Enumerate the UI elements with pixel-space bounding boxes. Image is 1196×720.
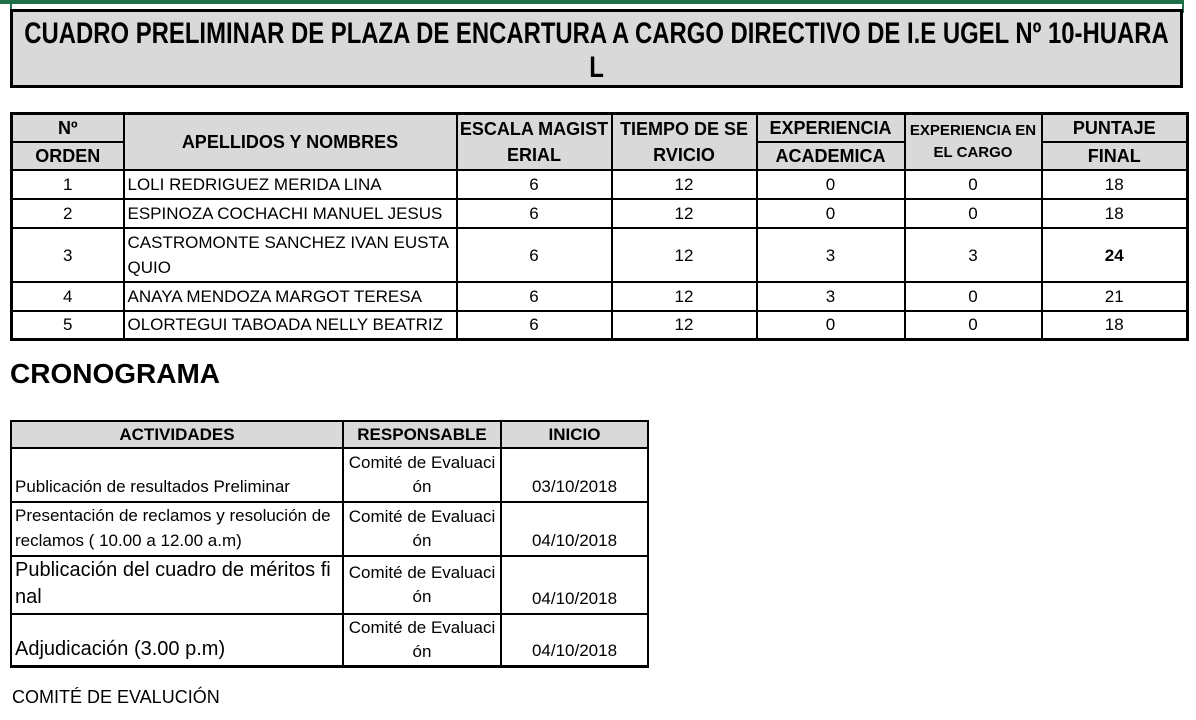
- cell-inicio: 04/10/2018: [501, 502, 648, 556]
- cell-puntaje: 24: [1042, 228, 1188, 282]
- cell-escala: 6: [457, 282, 612, 311]
- ranking-table: [10, 112, 1189, 341]
- header-orden-top: Nº: [12, 114, 124, 143]
- cell-puntaje: 21: [1042, 282, 1188, 311]
- header-puntaje-bottom: FINAL: [1042, 142, 1188, 170]
- header-escala: ESCALA MAGISTERIAL: [457, 114, 612, 171]
- header-puntaje-top: PUNTAJE: [1042, 114, 1188, 143]
- cell-orden: 5: [12, 311, 124, 339]
- cell-responsable: Comité de Evaluación: [343, 502, 501, 556]
- cell-exp-academica: 0: [757, 311, 905, 339]
- cell-exp-academica: 0: [757, 199, 905, 228]
- cell-escala: 6: [457, 199, 612, 228]
- ranking-header-row-1: [12, 114, 1188, 143]
- table-row: [11, 448, 648, 502]
- cell-actividad: Adjudicación (3.00 p.m): [11, 614, 343, 666]
- cronograma-header-row: [11, 421, 648, 448]
- table-row: [12, 228, 1188, 282]
- table-row: [12, 170, 1188, 199]
- cell-inicio: 04/10/2018: [501, 556, 648, 614]
- header-experiencia-top: EXPERIENCIA: [757, 114, 905, 143]
- table-row: [11, 502, 648, 556]
- cell-orden: 2: [12, 199, 124, 228]
- cell-tiempo: 12: [612, 228, 757, 282]
- cell-inicio: 03/10/2018: [501, 448, 648, 502]
- cell-exp-cargo: 0: [905, 311, 1042, 339]
- cell-nombre: ANAYA MENDOZA MARGOT TERESA: [124, 282, 457, 311]
- cell-puntaje: 18: [1042, 170, 1188, 199]
- cell-nombre: LOLI REDRIGUEZ MERIDA LINA: [124, 170, 457, 199]
- table-row: [12, 311, 1188, 339]
- cell-actividad: Publicación del cuadro de méritos final: [11, 556, 343, 614]
- cell-puntaje: 18: [1042, 311, 1188, 339]
- cell-actividad: Publicación de resultados Preliminar: [11, 448, 343, 502]
- cell-escala: 6: [457, 170, 612, 199]
- cell-responsable: Comité de Evaluación: [343, 556, 501, 614]
- cell-orden: 3: [12, 228, 124, 282]
- table-row: [11, 614, 648, 666]
- cell-orden: 4: [12, 282, 124, 311]
- cell-exp-academica: 3: [757, 228, 905, 282]
- header-tiempo: TIEMPO DE SERVICIO: [612, 114, 757, 171]
- cell-responsable: Comité de Evaluación: [343, 448, 501, 502]
- cell-exp-cargo: 0: [905, 170, 1042, 199]
- cell-exp-cargo: 0: [905, 199, 1042, 228]
- header-inicio: INICIO: [501, 421, 648, 448]
- cronograma-heading: CRONOGRAMA: [10, 358, 220, 389]
- cronograma-table: [10, 420, 649, 668]
- table-row: [12, 199, 1188, 228]
- header-exp-cargo: EXPERIENCIA EN EL CARGO: [905, 114, 1042, 171]
- header-experiencia-bottom: ACADEMICA: [757, 142, 905, 170]
- cell-nombre: OLORTEGUI TABOADA NELLY BEATRIZ: [124, 311, 457, 339]
- cell-exp-cargo: 3: [905, 228, 1042, 282]
- cell-exp-cargo: 0: [905, 282, 1042, 311]
- cell-exp-academica: 0: [757, 170, 905, 199]
- header-orden-bottom: ORDEN: [12, 142, 124, 170]
- cell-orden: 1: [12, 170, 124, 199]
- header-nombres: APELLIDOS Y NOMBRES: [124, 114, 457, 171]
- cell-tiempo: 12: [612, 282, 757, 311]
- table-row: [11, 556, 648, 614]
- cell-tiempo: 12: [612, 170, 757, 199]
- document-title-box: [10, 9, 1183, 88]
- cell-tiempo: 12: [612, 199, 757, 228]
- document-title: CUADRO PRELIMINAR DE PLAZA DE ENCARTURA A CARGO DIRECTIVO DE I.E UGEL Nº 10-HUARAL: [24, 17, 1169, 84]
- cell-nombre: CASTROMONTE SANCHEZ IVAN EUSTAQUIO: [124, 228, 457, 282]
- cell-escala: 6: [457, 311, 612, 339]
- header-responsable: RESPONSABLE: [343, 421, 501, 448]
- top-accent-bar: [0, 0, 1184, 4]
- cell-exp-academica: 3: [757, 282, 905, 311]
- comite-footer-text: COMITÉ DE EVALUCIÓN: [12, 687, 220, 707]
- cell-inicio: 04/10/2018: [501, 614, 648, 666]
- table-row: [12, 282, 1188, 311]
- cell-escala: 6: [457, 228, 612, 282]
- header-actividades: ACTIVIDADES: [11, 421, 343, 448]
- cell-nombre: ESPINOZA COCHACHI MANUEL JESUS: [124, 199, 457, 228]
- cell-tiempo: 12: [612, 311, 757, 339]
- cell-puntaje: 18: [1042, 199, 1188, 228]
- cell-actividad: Presentación de reclamos y resolución de reclamos ( 10.00 a 12.00 a.m): [11, 502, 343, 556]
- cell-responsable: Comité de Evaluación: [343, 614, 501, 666]
